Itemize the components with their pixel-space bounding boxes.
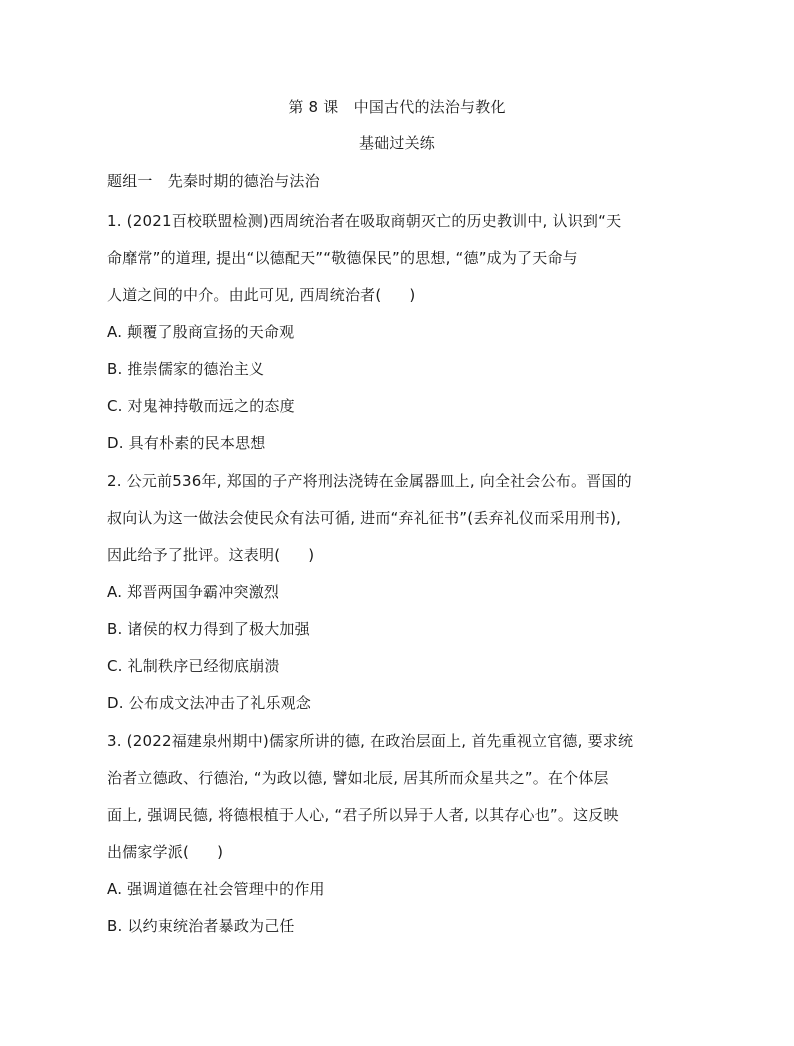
q3-stem-line3: 面上, 强调民德, 将德根植于人心, “君子所以异于人者, 以其存心也”。这反映 bbox=[107, 806, 619, 824]
q3-option-a: A. 强调道德在社会管理中的作用 bbox=[107, 880, 325, 898]
q3-stem-line2: 治者立德政、行德治, “为政以德, 譬如北辰, 居其所而众星共之”。在个体层 bbox=[107, 769, 609, 787]
q1-stem-line1: 1. (2021百校联盟检测)西周统治者在吸取商朝灭亡的历史教训中, 认识到“天 bbox=[107, 212, 622, 230]
q1-option-b: B. 推崇儒家的德治主义 bbox=[107, 360, 265, 378]
q1-close-paren: ) bbox=[409, 286, 416, 304]
group-heading: 题组一 先秦时期的德治与法治 bbox=[107, 172, 320, 190]
q3-close-paren: ) bbox=[217, 843, 224, 861]
q1-option-c: C. 对鬼神持敬而远之的态度 bbox=[107, 397, 295, 415]
q1-stem-line2: 命靡常”的道理, 提出“以德配天”“敬德保民”的思想, “德”成为了天命与 bbox=[107, 249, 578, 267]
section-subtitle: 基础过关练 bbox=[358, 134, 435, 152]
lesson-title: 第 8 课 中国古代的法治与教化 bbox=[288, 98, 506, 116]
q3-stem-line4 bbox=[107, 842, 223, 862]
q2-close-paren: ) bbox=[308, 546, 315, 564]
q1-stem-line3 bbox=[107, 285, 415, 305]
q2-option-b: B. 诸侯的权力得到了极大加强 bbox=[107, 620, 310, 638]
q1-option-d: D. 具有朴素的民本思想 bbox=[107, 434, 266, 452]
q3-stem-text: 出儒家学派( bbox=[107, 843, 190, 861]
q2-option-d: D. 公布成文法冲击了礼乐观念 bbox=[107, 694, 312, 712]
q2-stem-line3 bbox=[107, 545, 314, 565]
q1-stem-text: 人道之间的中介。由此可见, 西周统治者( bbox=[107, 286, 382, 304]
q3-stem-line1: 3. (2022福建泉州期中)儒家所讲的德, 在政治层面上, 首先重视立官德, 要求统 bbox=[107, 732, 634, 750]
q2-stem-line2: 叔向认为这一做法会使民众有法可循, 进而“弃礼征书”(丢弃礼仪而采用刑书), bbox=[107, 509, 622, 527]
q2-stem-text: 因此给予了批评。这表明( bbox=[107, 546, 281, 564]
q2-stem-line1: 2. 公元前536年, 郑国的子产将刑法浇铸在金属器皿上, 向全社会公布。晋国的 bbox=[107, 472, 632, 490]
q2-option-a: A. 郑晋两国争霸冲突激烈 bbox=[107, 583, 280, 601]
q1-option-a: A. 颠覆了殷商宣扬的天命观 bbox=[107, 323, 295, 341]
q2-option-c: C. 礼制秩序已经彻底崩溃 bbox=[107, 657, 280, 675]
q3-option-b: B. 以约束统治者暴政为己任 bbox=[107, 917, 295, 935]
